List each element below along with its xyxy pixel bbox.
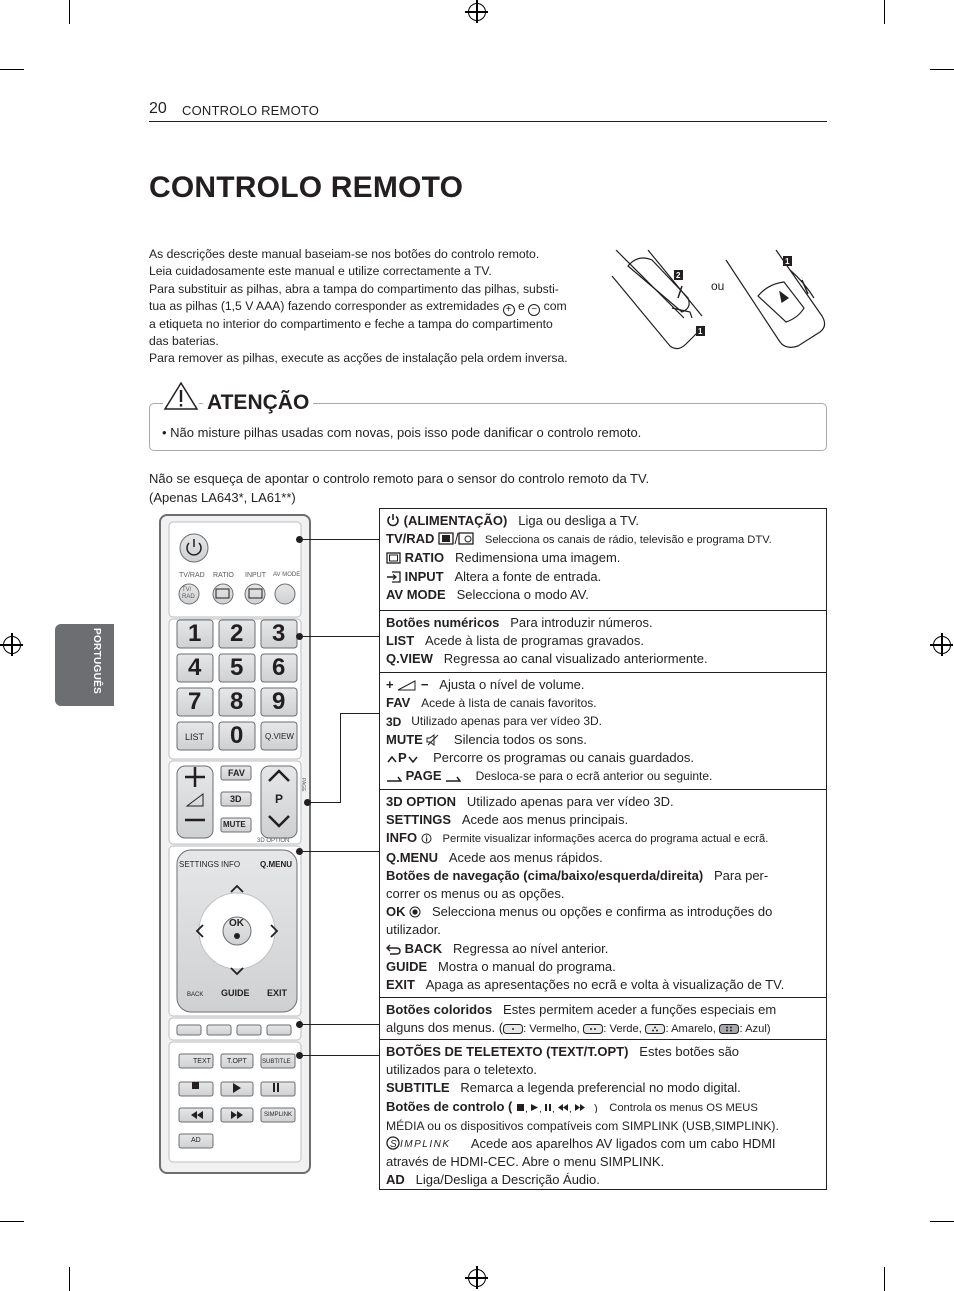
leader-line: [340, 713, 341, 803]
leader-line: [300, 1024, 379, 1025]
desc-box-power: [379, 508, 827, 610]
nav-text-cont: correr os menus ou as opções.: [386, 886, 565, 902]
remote-3d-label: 3D: [230, 794, 242, 804]
intro-line: a etiqueta no interior do compartimento e feche a tampa do compartimento: [149, 316, 553, 331]
list-key: LIST: [386, 633, 415, 649]
remote-settings-label: SETTINGS: [179, 860, 220, 869]
remote-t-opt-label: T.OPT: [227, 1058, 247, 1065]
remote-digit: 2: [230, 620, 244, 647]
step-2-label: 2: [676, 271, 681, 280]
remote-ratio-label: RATIO: [213, 572, 234, 579]
threed-option-key: 3D OPTION: [386, 794, 457, 809]
ratio-text: Redimensiona uma imagem.: [454, 550, 621, 566]
leader-line: [300, 851, 379, 852]
ok-text: Selecciona menus ou opções e confirma as introduções do: [431, 904, 773, 920]
intro-line: Para remover as pilhas, execute as acções de instalação pela ordem inversa.: [149, 351, 568, 366]
colored-text: Estes permitem aceder a funções especiais em: [503, 1002, 777, 1017]
crop-mark: [0, 1221, 24, 1222]
back-text: Regressa ao nível anterior.: [453, 940, 609, 956]
remote-control-drawing: [159, 514, 311, 1174]
yellow-button-icon: [645, 1024, 665, 1034]
simplink-text-cont: através de HDMI-CEC. Abre o menu SIMPLINK.: [386, 1154, 665, 1170]
remote-page-label: PAGE: [300, 778, 306, 792]
remote-mute-label: MUTE: [223, 820, 246, 829]
leader-line: [300, 1055, 379, 1056]
remote-digit: 7: [188, 688, 202, 715]
remote-digit: 3: [272, 620, 286, 647]
registration-mark: [3, 636, 21, 654]
subtitle-key: SUBTITLE: [386, 1080, 450, 1096]
leader-line: [340, 713, 379, 714]
settings-key: SETTINGS: [386, 812, 452, 828]
remote-simplink-label: SIMPLINK: [264, 1112, 293, 1118]
plus-symbol: +: [503, 304, 515, 316]
language-tab-label: PORTUGUÊS: [91, 628, 102, 695]
chevron-down-icon: [407, 754, 419, 764]
colored-text-cont: alguns dos menus. (: [386, 1020, 504, 1036]
info-text: Permite visualizar informações acerca do programa actual e ecrã.: [442, 833, 769, 846]
nav-key: Botões de navegação (cima/baixo/esquerda/direita): [386, 867, 704, 883]
remote-list-label: LIST: [185, 732, 205, 742]
warning-title: ATENÇÃO: [203, 391, 313, 415]
tvrad-text: Selecciona os canais de rádio, televisão e programa DTV.: [484, 534, 772, 547]
green-button-icon: [583, 1024, 603, 1034]
ok-text-cont: utilizador.: [386, 922, 441, 938]
registration-mark: [933, 636, 951, 654]
control-text: Controla os menus OS MEUS: [609, 1101, 758, 1114]
settings-text: Acede aos menus principais.: [461, 812, 629, 828]
svg-text:3D: 3D: [386, 715, 402, 728]
avmode-text: Selecciona o modo AV.: [456, 586, 589, 602]
chevron-up-icon: [386, 754, 398, 764]
remote-q-menu-label: Q.MENU: [260, 860, 292, 869]
sensor-note: [149, 469, 649, 507]
step-1-label: 1: [698, 327, 703, 336]
teletext-text-cont: utilizados para o teletexto.: [386, 1062, 538, 1078]
remote-input-label: INPUT: [245, 572, 266, 579]
fav-text: Acede à lista de canais favoritos.: [421, 696, 597, 711]
crop-mark: [0, 69, 24, 70]
svg-text:,: ,: [539, 1103, 542, 1113]
leader-line: [308, 802, 340, 803]
playback-icons: [516, 1102, 602, 1113]
remote-ok-label: OK: [229, 918, 244, 929]
ad-text: Liga/Desliga a Descrição Áudio.: [415, 1172, 600, 1188]
blue-button-icon: [719, 1024, 739, 1034]
svg-text:,: ,: [525, 1103, 528, 1113]
remote-subtitle-label: SUBTITLE: [262, 1059, 291, 1065]
remote-q-view-label: Q.VIEW: [265, 732, 294, 741]
intro-line: das baterias.: [149, 334, 219, 349]
remote-info-label: INFO: [221, 860, 241, 869]
guide-key: GUIDE: [386, 958, 428, 974]
intro-paragraph: [149, 246, 619, 368]
remote-ad-label: AD: [191, 1137, 201, 1144]
remote-av-mode-label: AV MODE: [273, 572, 301, 578]
program-key: P: [398, 749, 407, 765]
3d-icon: [386, 715, 404, 727]
volume-plus-key: +: [386, 677, 394, 692]
back-icon: [386, 943, 401, 955]
svg-text:,: ,: [552, 1103, 555, 1113]
crop-mark: [884, 1267, 885, 1291]
desc-box-menu: [379, 789, 827, 997]
numeric-key: Botões numéricos: [386, 615, 500, 630]
volume-icon: [397, 680, 417, 691]
intro-line: Leia cuidadosamente este manual e utilize correctamente a TV.: [149, 264, 492, 279]
step-1-label: 1: [785, 257, 790, 266]
teletext-text: Estes botões são: [639, 1044, 740, 1059]
colored-key: Botões coloridos: [386, 1002, 493, 1017]
svg-text:): ): [594, 1102, 598, 1113]
remote-p-label: P: [275, 792, 284, 806]
registration-mark: [468, 3, 486, 21]
power-key: (ALIMENTAÇÃO): [403, 513, 508, 528]
nav-text: Para per-: [714, 867, 769, 883]
page-title: CONTROLO REMOTO: [149, 171, 464, 204]
volume-minus-key: −: [420, 677, 429, 692]
qmenu-text: Acede aos menus rápidos.: [448, 849, 603, 865]
svg-text:S: S: [390, 1139, 397, 1151]
remote-tv-rad-label: TV/RAD: [179, 572, 205, 579]
intro-line: tua as pilhas (1,5 V AAA) fazendo corresponder as extremidades + e − com: [149, 298, 567, 315]
qmenu-key: Q.MENU: [386, 849, 438, 865]
crop-mark: [69, 0, 70, 24]
desc-box-numeric: [379, 610, 827, 672]
ad-key: AD: [386, 1172, 405, 1188]
volume-text: Ajusta o nível de volume.: [439, 677, 585, 692]
power-text: Liga ou desliga a TV.: [518, 513, 639, 528]
avmode-key: AV MODE: [386, 586, 446, 602]
intro-line: Para substituir as pilhas, abra a tampa do compartimento das pilhas, substi-: [149, 281, 559, 296]
leader-line: [300, 539, 379, 540]
svg-text:,: ,: [569, 1103, 572, 1113]
remote-digit: 0: [230, 722, 244, 749]
control-key: Botões de controlo (: [386, 1098, 513, 1114]
remote-fav-label: FAV: [228, 768, 245, 778]
leader-line: [300, 636, 379, 637]
battery-illustration: [608, 246, 828, 356]
page-key: PAGE: [405, 768, 442, 784]
remote-body: [161, 516, 309, 1172]
threed-text: Utilizado apenas para ver vídeo 3D.: [411, 714, 603, 729]
fav-key: FAV: [386, 695, 411, 711]
sensor-note-line: (Apenas LA643*, LA61**): [149, 490, 296, 505]
info-key: INFO: [386, 830, 418, 846]
mute-icon: [426, 734, 439, 746]
guide-text: Mostra o manual do programa.: [438, 958, 616, 974]
ratio-icon: [386, 552, 401, 564]
remote-digit: 5: [230, 654, 244, 681]
page-up-icon: [386, 774, 402, 782]
page-down-icon: [445, 774, 461, 782]
tvrad-key: TV/RAD: [386, 531, 435, 547]
remote-digit: 8: [230, 688, 244, 715]
control-text-cont: MÉDIA ou os dispositivos compatíveis com SIMPLINK (USB,SIMPLINK).: [386, 1118, 779, 1133]
remote-3d-option-label: 3D OPTION: [257, 838, 290, 844]
sensor-note-line: Não se esqueça de apontar o controlo remoto para o sensor do controlo remoto da TV.: [149, 471, 650, 486]
crop-mark: [884, 0, 885, 24]
ratio-key: RATIO: [404, 550, 445, 566]
language-tab: [55, 624, 114, 706]
crop-mark: [930, 1221, 954, 1222]
crop-mark: [930, 69, 954, 70]
remote-tv-rad-button-label: TV/ RAD: [182, 587, 195, 600]
threed-option-text: Utilizado apenas para ver vídeo 3D.: [466, 794, 674, 809]
desc-box-volume: [379, 672, 827, 789]
page-header: [149, 100, 827, 122]
subtitle-text: Remarca a legenda preferencial no modo digital.: [460, 1080, 741, 1096]
remote-digit: 6: [272, 654, 286, 681]
simplink-icon: [386, 1136, 460, 1150]
warning-text: • Não misture pilhas usadas com novas, pois isso pode danificar o controlo remoto.: [162, 425, 642, 440]
info-icon: [421, 833, 432, 844]
header-section: CONTROLO REMOTO: [182, 103, 320, 118]
remote-digit: 1: [188, 620, 202, 647]
exit-key: EXIT: [386, 977, 415, 993]
crop-mark: [69, 1267, 70, 1291]
remote-digit: 9: [272, 688, 286, 715]
warning-triangle-icon: [163, 381, 199, 411]
yellow-label: : Amarelo,: [665, 1023, 716, 1036]
program-text: Percorre os programas ou canais guardados.: [433, 749, 694, 765]
input-key: INPUT: [404, 568, 444, 584]
qview-text: Regressa ao canal visualizado anteriormente.: [443, 651, 708, 667]
ok-key: OK: [386, 904, 406, 920]
mute-key: MUTE: [386, 731, 423, 747]
desc-box-teletext: [379, 1039, 827, 1190]
back-key: BACK: [404, 940, 443, 956]
qview-key: Q.VIEW: [386, 651, 433, 667]
numeric-text: Para introduzir números.: [510, 615, 653, 630]
teletext-key: BOTÕES DE TELETEXTO (TEXT/T.OPT): [386, 1044, 629, 1059]
remote-exit-label: EXIT: [267, 988, 288, 998]
remote-back-label: BACK: [187, 992, 204, 998]
remote-digit: 4: [188, 654, 202, 681]
svg-text:IMPLINK: IMPLINK: [400, 1139, 451, 1151]
exit-text: Apaga as apresentações no ecrã e volta à visualização de TV.: [425, 977, 785, 993]
intro-line: As descrições deste manual baseiam-se nos botões do controlo remoto.: [149, 247, 540, 261]
desc-box-colored: [379, 997, 827, 1039]
mute-text: Silencia todos os sons.: [453, 731, 587, 747]
minus-symbol: −: [528, 304, 540, 316]
ok-dot-icon: [409, 906, 421, 918]
tv-radio-icon: [438, 532, 474, 545]
page-number: 20: [149, 100, 167, 117]
list-text: Acede à lista de programas gravados.: [425, 633, 644, 649]
page-text: Desloca-se para o ecrã anterior ou seguinte.: [475, 769, 713, 784]
blue-label: : Azul): [739, 1023, 771, 1036]
remote-guide-label: GUIDE: [221, 988, 250, 998]
green-label: : Verde,: [603, 1023, 642, 1036]
power-icon: [386, 513, 400, 527]
simplink-text: Acede aos aparelhos AV ligados com um cabo HDMI: [470, 1136, 776, 1152]
input-icon: [386, 571, 401, 583]
red-label: : Vermelho,: [523, 1023, 580, 1036]
or-label: ou: [711, 279, 725, 293]
remote-text-label: TEXT: [193, 1058, 211, 1065]
input-text: Altera a fonte de entrada.: [454, 568, 602, 584]
registration-mark: [468, 1269, 486, 1287]
red-button-icon: [503, 1024, 523, 1034]
